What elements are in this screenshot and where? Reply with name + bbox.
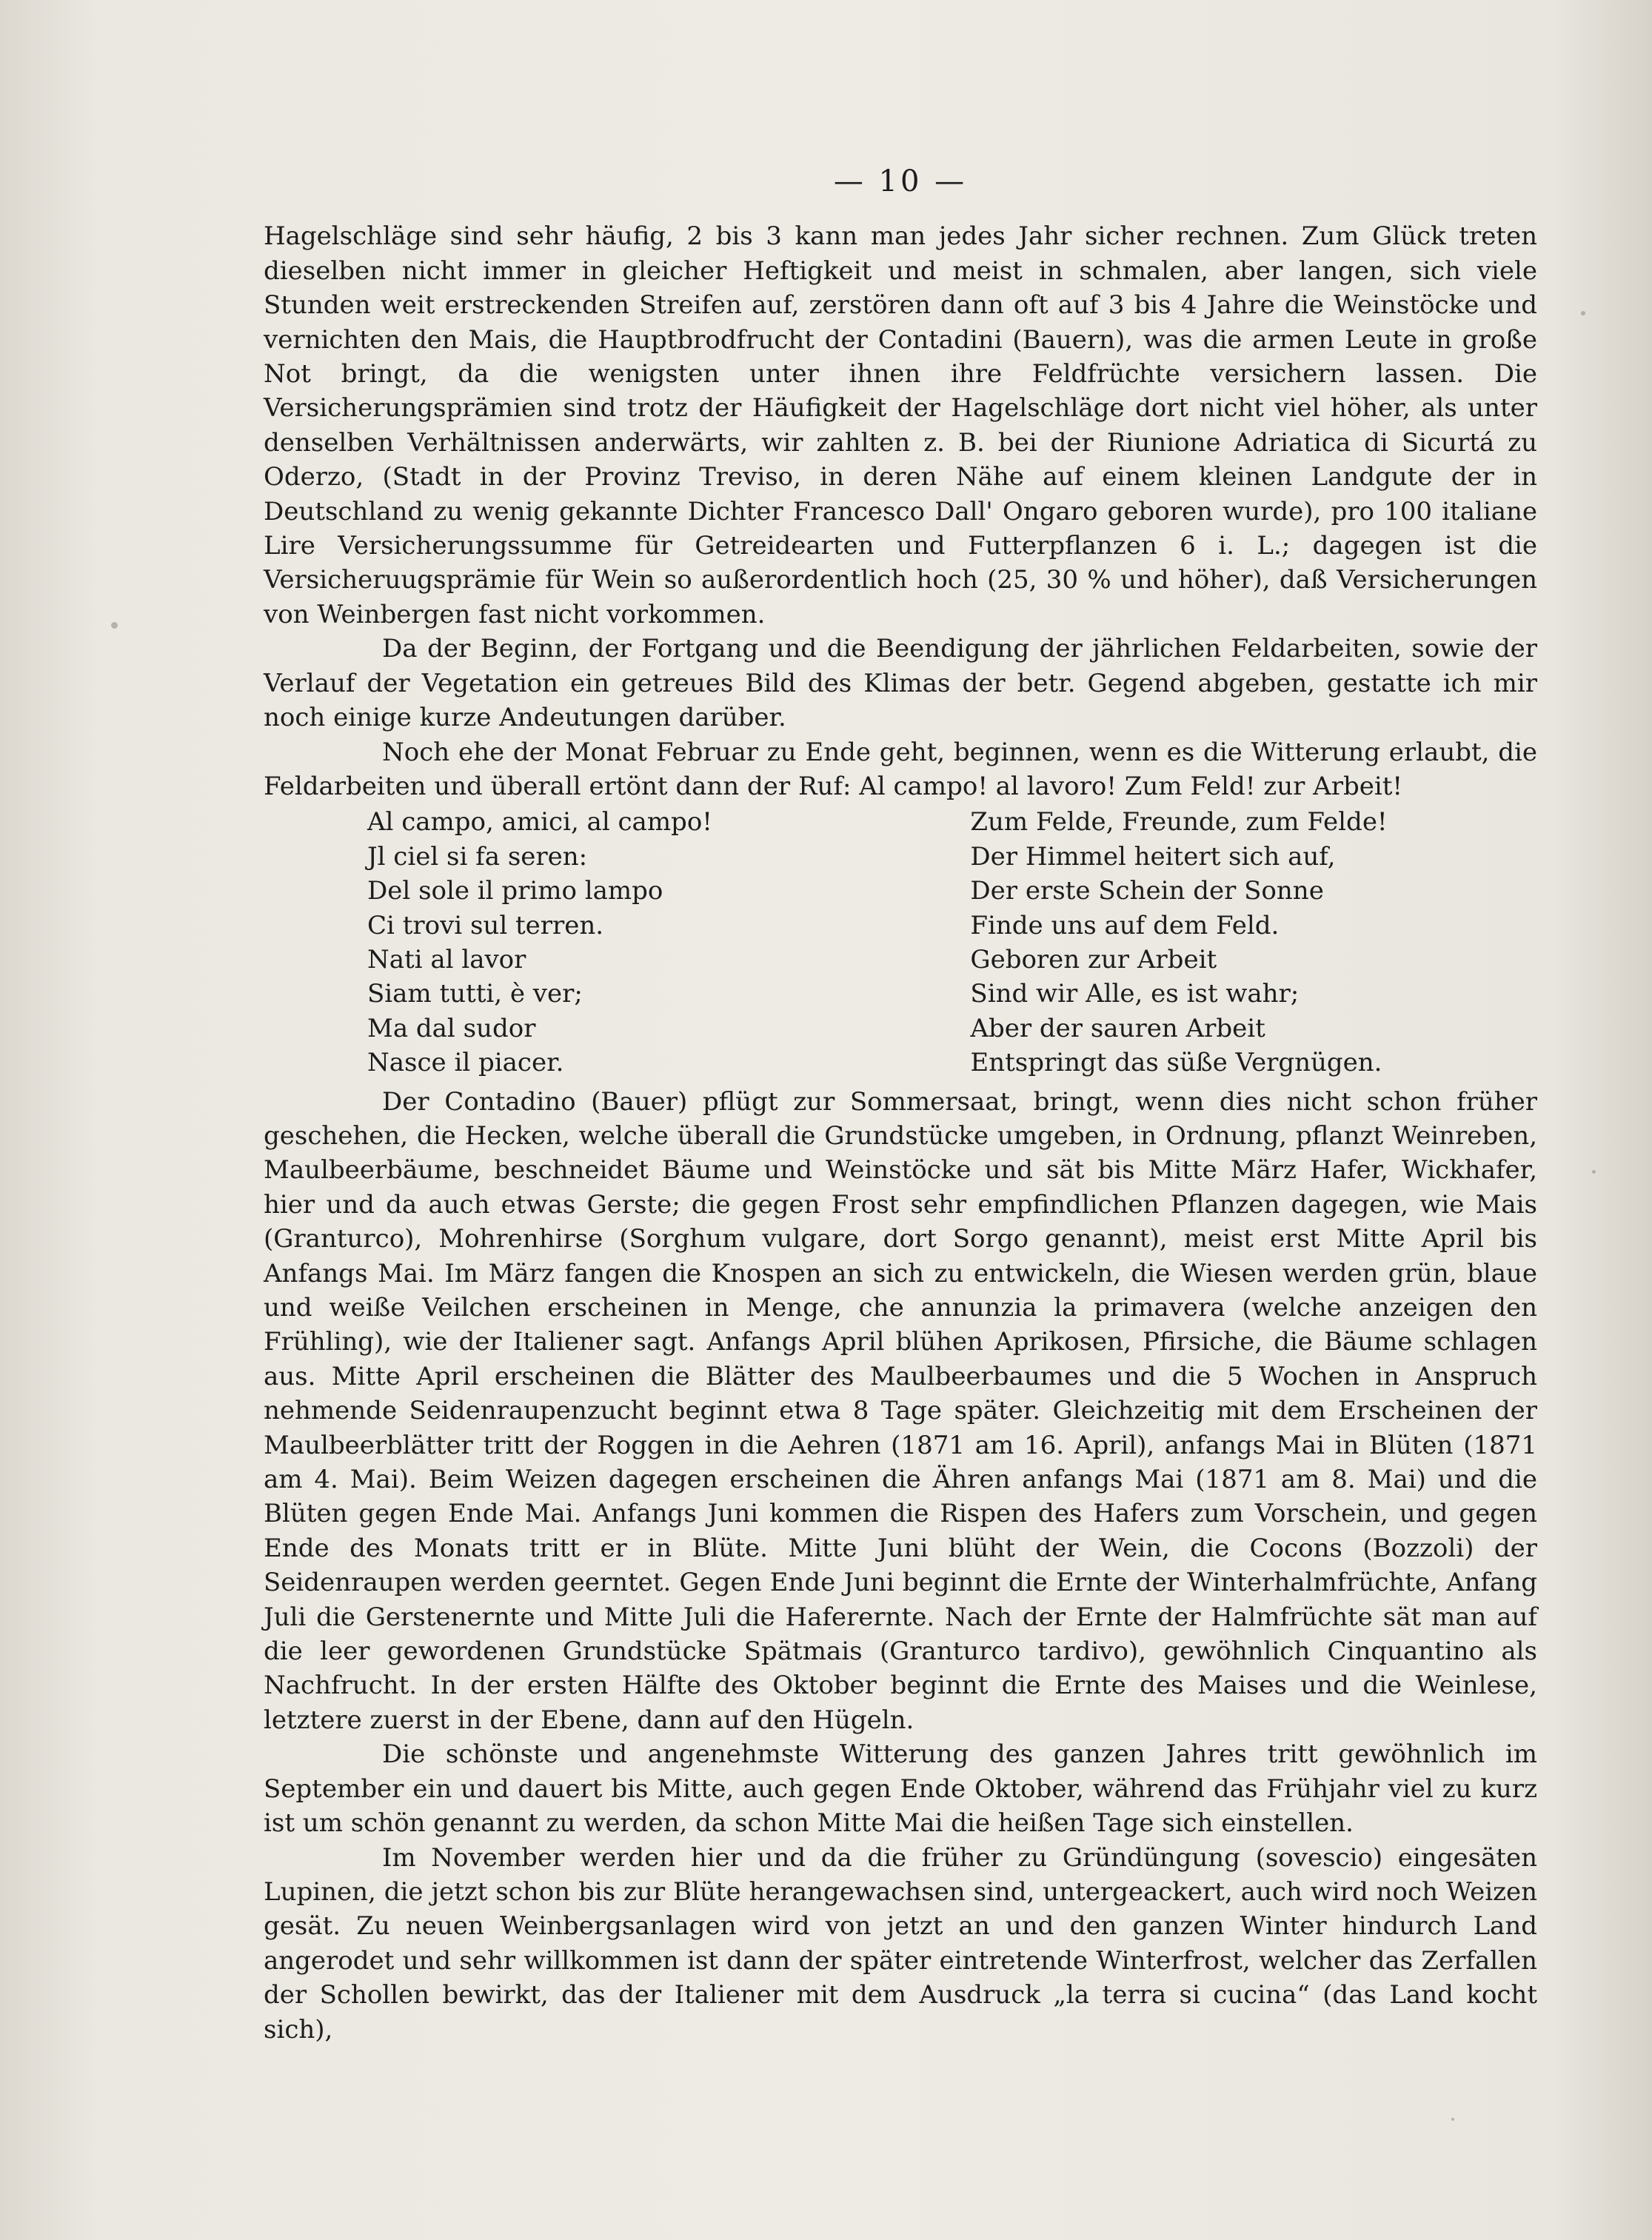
- poem-line: Zum Felde, Freunde, zum Felde!: [970, 807, 1388, 838]
- poem-line: Siam tutti, è ver;: [367, 979, 583, 1009]
- poem-line: Al campo, amici, al campo!: [367, 807, 712, 838]
- poem-line: Finde uns auf dem Feld.: [970, 910, 1280, 940]
- paragraph-fieldwork-intro: Da der Beginn, der Fortgang und die Beendigung der jährlichen Feldarbeiten, sowie der Verlauf der Vegetation ein getreues Bild des Klimas der betr. Gegend abgeben, gestatte ich mir noch einige kurze Andeutungen darüber.: [264, 634, 1537, 733]
- text-column: [264, 164, 1537, 2047]
- poem-line: Del sole il primo lampo: [367, 876, 663, 906]
- paper-speck: [111, 622, 118, 629]
- poem-line: Der Himmel heitert sich auf,: [970, 841, 1336, 872]
- poem-line: Jl ciel si fa seren:: [367, 841, 588, 872]
- poem-line: Ci trovi sul terren.: [367, 910, 604, 940]
- paragraph-february: Noch ehe der Monat Februar zu Ende geht, beginnen, wenn es die Witterung erlaubt, die Feldarbeiten und überall ertönt dann der Ruf: Al campo! al lavoro! Zum Feld! zur Arbeit!: [264, 737, 1537, 801]
- page-number: — 10 —: [833, 164, 968, 198]
- poem-line: Geboren zur Arbeit: [970, 944, 1217, 974]
- poem-italian: [264, 805, 875, 1080]
- poem-line: Nasce il piacer.: [367, 1048, 564, 1078]
- poem-line: Nati al lavor: [367, 944, 526, 974]
- paragraph-contadino: Der Contadino (Bauer) pflügt zur Sommersaat, bringt, wenn dies nicht schon früher geschehen, die Hecken, welche überall die Grundstücke umgeben, in Ordnung, pflanzt Weinreben, Maulbeerbäume, beschneidet Bäume und Weinstöcke und sät bis Mitte März Hafer, Wickhafer, hier und da auch etwas Gerste; die gegen Frost sehr empfindlichen Pflanzen dagegen, wie Mais (Granturco), Mohrenhirse (Sorghum vulgare, dort Sorgo genannt), meist erst Mitte April bis Anfangs Mai. Im März fangen die Knospen an sich zu entwickeln, die Wiesen werden grün, blaue und weiße Veilchen erscheinen in Menge, che annunzia la primavera (welche anzeigen den Frühling), wie der Italiener sagt. Anfangs April blühen Aprikosen, Pfirsiche, die Bäume schlagen aus. Mitte April erscheinen die Blätter des Maulbeerbaumes und die 5 Wochen in Anspruch nehmende Seidenraupenzucht beginnt etwa 8 Tage später. Gleichzeitig mit dem Erscheinen der Maulbeerblätter tritt der Roggen in die Aehren (1871 am 16. April), anfangs Mai in Blüten (1871 am 4. Mai). Beim Weizen dagegen erscheinen die Ähren anfangs Mai (1871 am 8. Mai) und die Blüten gegen Ende Mai. Anfangs Juni kommen die Rispen des Hafers zum Vorschein, und gegen Ende des Monats tritt er in Blüte. Mitte Juni blüht der Wein, die Cocons (Bozzoli) der Seidenraupen werden geerntet. Gegen Ende Juni beginnt die Ernte der Winterhalmfrüchte, Anfang Juli die Gerstenernte und Mitte Juli die Haferernte. Nach der Ernte der Halmfrüchte sät man auf die leer gewordenen Grundstücke Spätmais (Granturco tardivo), gewöhnlich Cinquantino als Nachfrucht. In der ersten Hälfte des Oktober beginnt die Ernte des Maises und die Weinlese, letztere zuerst in der Ebene, dann auf den Hügeln.: [264, 1086, 1537, 1735]
- poem-german: [926, 805, 1537, 1080]
- poem-line: Aber der sauren Arbeit: [970, 1013, 1265, 1043]
- paper-speck: [1592, 1170, 1596, 1174]
- poem-line: Der erste Schein der Sonne: [970, 876, 1324, 906]
- poem-line: Sind wir Alle, es ist wahr;: [970, 979, 1300, 1009]
- paper-speck: [1581, 311, 1585, 315]
- poem: [264, 805, 1537, 1080]
- poem-line: Entspringt das süße Vergnügen.: [970, 1048, 1382, 1078]
- poem-line: Ma dal sudor: [367, 1013, 536, 1043]
- paragraph-weather: Die schönste und angenehmste Witterung des ganzen Jahres tritt gewöhnlich im September ein und dauert bis Mitte, auch gegen Ende Oktober, während das Frühjahr viel zu kurz ist um schön genannt zu werden, da schon Mitte Mai die heißen Tage sich einstellen.: [264, 1739, 1537, 1839]
- paper-speck: [1451, 2118, 1454, 2121]
- paragraph-november: Im November werden hier und da die früher zu Gründüngung (sovescio) eingesäten Lupinen, die jetzt schon bis zur Blüte herangewachsen sind, untergeackert, auch wird noch Weizen gesät. Zu neuen Weinbergsanlagen wird von jetzt an und den ganzen Winter hindurch Land angerodet und sehr willkommen ist dann der später eintretende Winterfrost, welcher das Zerfallen der Schollen bewirkt, das der Italiener mit dem Ausdruck „la terra si cucina“ (das Land kocht sich),: [264, 1842, 1537, 2045]
- paragraph-hail: Hagelschläge sind sehr häufig, 2 bis 3 kann man jedes Jahr sicher rechnen. Zum Glück treten dieselben nicht immer in gleicher Heftigkeit und meist in schmalen, aber langen, sich viele Stunden weit erstreckenden Streifen auf, zerstören dann oft auf 3 bis 4 Jahre die Weinstöcke und vernichten den Mais, die Hauptbrodfrucht der Contadini (Bauern), was die armen Leute in große Not bringt, da die wenigsten unter ihnen ihre Feldfrüchte versichern lassen. Die Versicherungsprämien sind trotz der Häufigkeit der Hagelschläge dort nicht viel höher, als unter denselben Verhältnissen anderwärts, wir zahlten z. B. bei der Riunione Adriatica di Sicurtá zu Oderzo, (Stadt in der Provinz Treviso, in deren Nähe auf einem kleinen Landgute der in Deutschland zu wenig gekannte Dichter Francesco Dall' Ongaro geboren wurde), pro 100 italiane Lire Versicherungssumme für Getreidearten und Futterpflanzen 6 i. L.; dagegen ist die Versicheruugsprämie für Wein so außerordentlich hoch (25, 30 % und höher), daß Versicherungen von Weinbergen fast nicht vorkommen.: [264, 221, 1537, 629]
